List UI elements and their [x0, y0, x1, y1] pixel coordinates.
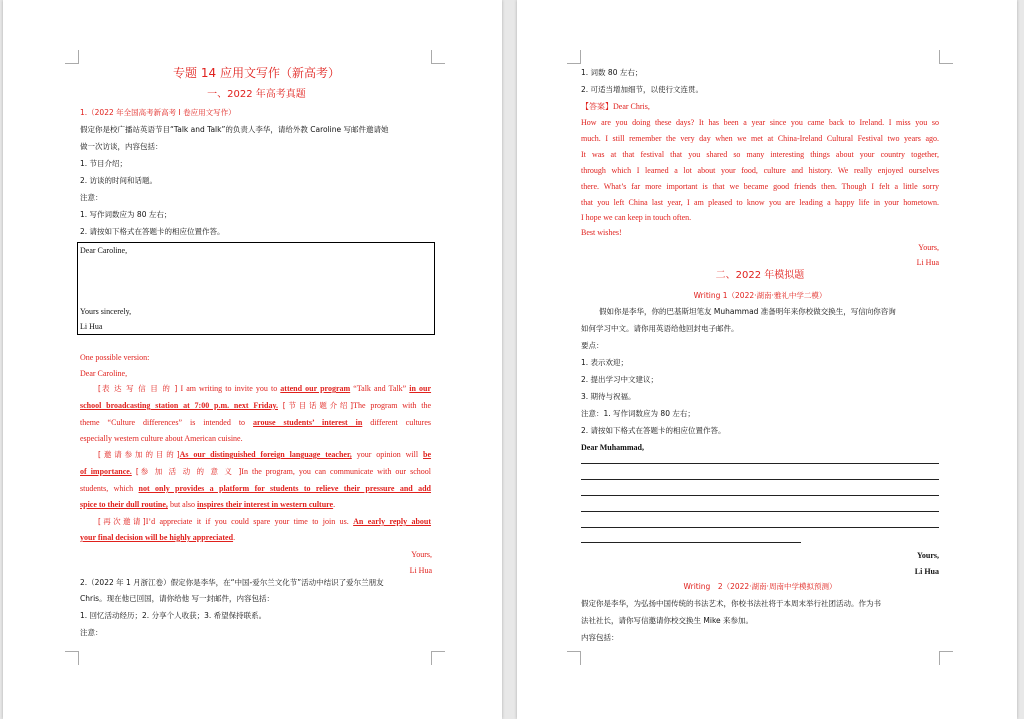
margin-mark [65, 651, 79, 665]
writing-line [581, 511, 939, 512]
document-page-left [3, 0, 502, 719]
question-text: 1. 回忆活动经历；2. 分享个人收获；3. 希望保持联系。 [80, 611, 267, 620]
question-heading: Writing 2（2022·湖南·周南中学模拟预测） [683, 582, 837, 591]
answer-text: but also [169, 500, 196, 509]
answer-text: theme “Culture differences” is intended to [80, 418, 246, 427]
requirement-item: 1. 表示欢迎； [581, 358, 629, 367]
letter-closing: Yours, [916, 551, 939, 560]
question-text: 法社社长，请你写信邀请你校交换生 Mike 来参加。 [581, 616, 754, 625]
answer-highlight: be [423, 450, 432, 459]
question-text: 假定你是李华，为弘扬中国传统的书法艺术，你校书法社将于本周末举行社团活动。作为书 [581, 599, 881, 608]
question-text: 假如你是李华，你的巴基斯坦笔友 Muhammad 准备明年来你校做交换生，写信向你咨询 [599, 307, 896, 316]
answer-highlight: your final decision will be highly appreciated [80, 533, 234, 542]
answer-line [98, 449, 431, 460]
requirements-label: 要点： [581, 341, 604, 350]
letter-closing: Yours sincerely, [80, 307, 132, 316]
answer-highlight: spice to their dull routine, [80, 500, 168, 509]
question-text: 做一次访谈，内容包括： [80, 142, 163, 151]
note-item: 2. 请按如下格式在答题卡的相应位置作答。 [80, 227, 225, 236]
question-point: 2. 访谈的时间和话题。 [80, 176, 158, 185]
answer-signoff: Yours, [411, 550, 432, 559]
answer-text: The program with the [353, 401, 431, 410]
requirement-item: 3. 期待与祝福。 [581, 392, 636, 401]
answer-text: I’d appreciate it if you could spare your time to join us. [145, 517, 349, 526]
answer-signoff: Yours, [918, 243, 939, 252]
answer-line [98, 383, 431, 394]
answer-line: your final decision will be highly appreciated. [80, 533, 236, 542]
document-title: 专题 14 应用文写作（新高考） [173, 66, 340, 80]
annotation-tag: [参 加 活 动 的 意 义 ] [135, 467, 242, 476]
answer-line: there. What’s far more important is that we became good friends then. Though I felt a little sorry [581, 182, 939, 191]
answer-line: that you left China last year, I am pleased to know you are leading a happy life in your hometown. [581, 198, 939, 207]
answer-line: Best wishes! [581, 228, 622, 237]
note-item: 注意：1. 写作词数应为 80 左右； [581, 409, 695, 418]
requirement-item: 2. 提出学习中文建议； [581, 375, 659, 384]
answer-signature: Li Hua [409, 566, 432, 575]
answer-highlight: of importance. [80, 467, 132, 476]
note-item: 1. 写作词数应为 80 左右； [80, 210, 172, 219]
answer-highlight: attend our program [280, 384, 351, 393]
answer-line: much. I still remember the very day when we met at China-Ireland Cultural Festival two years ago. [581, 134, 939, 143]
answer-line [80, 466, 431, 477]
answer-highlight: not only provides a platform for students to relieve their pressure and add [138, 484, 432, 493]
answer-line [98, 516, 431, 527]
margin-mark [65, 50, 79, 64]
annotation-tag: [再次邀请] [98, 517, 146, 526]
margin-mark [431, 50, 445, 64]
answer-line: especially western culture about American cuisine. [80, 434, 243, 443]
writing-line [581, 527, 939, 528]
question-heading: 1.（2022 年全国高考新高考 I 卷应用文写作） [80, 108, 236, 117]
answer-highlight: inspires their interest in western culture [197, 500, 334, 509]
answer-text: students, which [80, 484, 134, 493]
answer-line: I hope we can keep in touch often. [581, 213, 692, 222]
answer-line: through which I learned a lot about your food, culture and history. We really enjoyed ourselves [581, 166, 939, 175]
note-item: 2. 请按如下格式在答题卡的相应位置作答。 [581, 426, 726, 435]
answer-text: different cultures [370, 418, 431, 427]
margin-mark [567, 50, 581, 64]
answer-line: It was at that festival that you shared so many interesting things about your country together, [581, 150, 939, 159]
answer-format-box [77, 242, 435, 335]
annotation-tag: [邀请参加的目的] [98, 450, 180, 459]
note-item: 2. 可适当增加细节，以使行文连贯。 [581, 85, 704, 94]
writing-line [581, 463, 939, 464]
question-text: Chris。现在他已回国，请你给他 写一封邮件，内容包括： [80, 594, 274, 603]
answer-text: In the program, you can communicate with our school [241, 467, 432, 476]
question-text: 如何学习中文。请你用英语给他回封电子邮件。 [581, 324, 739, 333]
writing-line [581, 495, 939, 496]
answer-line [80, 483, 431, 494]
question-text: 内容包括： [581, 633, 619, 642]
note-item: 1. 词数 80 左右； [581, 68, 643, 77]
writing-line [581, 542, 801, 543]
margin-mark [939, 50, 953, 64]
annotation-tag: [表 达 写 信 目 的 ] [98, 384, 178, 393]
answer-highlight: An early reply about [353, 517, 432, 526]
letter-signature: Li Hua [914, 567, 939, 576]
question-point: 1. 节目介绍； [80, 159, 128, 168]
margin-mark [431, 651, 445, 665]
answer-greeting: Dear Caroline, [80, 369, 128, 378]
answer-highlight: school broadcasting station at 7:00 p.m. next Friday. [80, 401, 278, 410]
annotation-tag: [节目话题介绍] [282, 401, 354, 410]
note-label: 注意： [80, 628, 103, 637]
writing-line [581, 479, 939, 480]
answer-tag: 【答案】Dear Chris, [581, 102, 650, 111]
document-page-right [517, 0, 1017, 719]
note-label: 注意： [80, 193, 103, 202]
margin-mark [567, 651, 581, 665]
question-text: 2.（2022 年 1 月浙江卷）假定你是李华，在“中国-爱尔兰文化节”活动中结识了爱尔兰朋友 [80, 578, 384, 587]
question-text: 假定你是校广播站英语节目“Talk and Talk”的负责人李华，请给外教 Caroline 写邮件邀请她 [80, 125, 389, 134]
letter-greeting: Dear Caroline, [80, 246, 128, 255]
answer-highlight: arouse students’ interest in [253, 418, 363, 427]
answer-signature: Li Hua [916, 258, 939, 267]
answer-highlight: in our [409, 384, 432, 393]
question-heading: Writing 1（2022·湖南·雅礼中学二模） [693, 291, 827, 300]
answer-line: How are you doing these days? It has been a year since you came back to Ireland. I miss you so [581, 118, 939, 127]
answer-text: I am writing to invite you to [180, 384, 278, 393]
letter-signature: Li Hua [80, 322, 103, 331]
answer-label: One possible version: [80, 353, 150, 362]
letter-greeting: Dear Muhammad, [581, 443, 644, 452]
margin-mark [939, 651, 953, 665]
section-heading: 二、2022 年模拟题 [715, 270, 805, 281]
section-heading: 一、2022 年高考真题 [207, 89, 306, 100]
answer-text: “Talk and Talk” [353, 384, 407, 393]
answer-highlight: As our distinguished foreign language teacher, [179, 450, 352, 459]
answer-line [80, 417, 431, 428]
answer-text: your opinion will [356, 450, 419, 459]
answer-line: spice to their dull routine, but also inspires their interest in western culture. [80, 500, 336, 509]
answer-line [80, 400, 431, 411]
